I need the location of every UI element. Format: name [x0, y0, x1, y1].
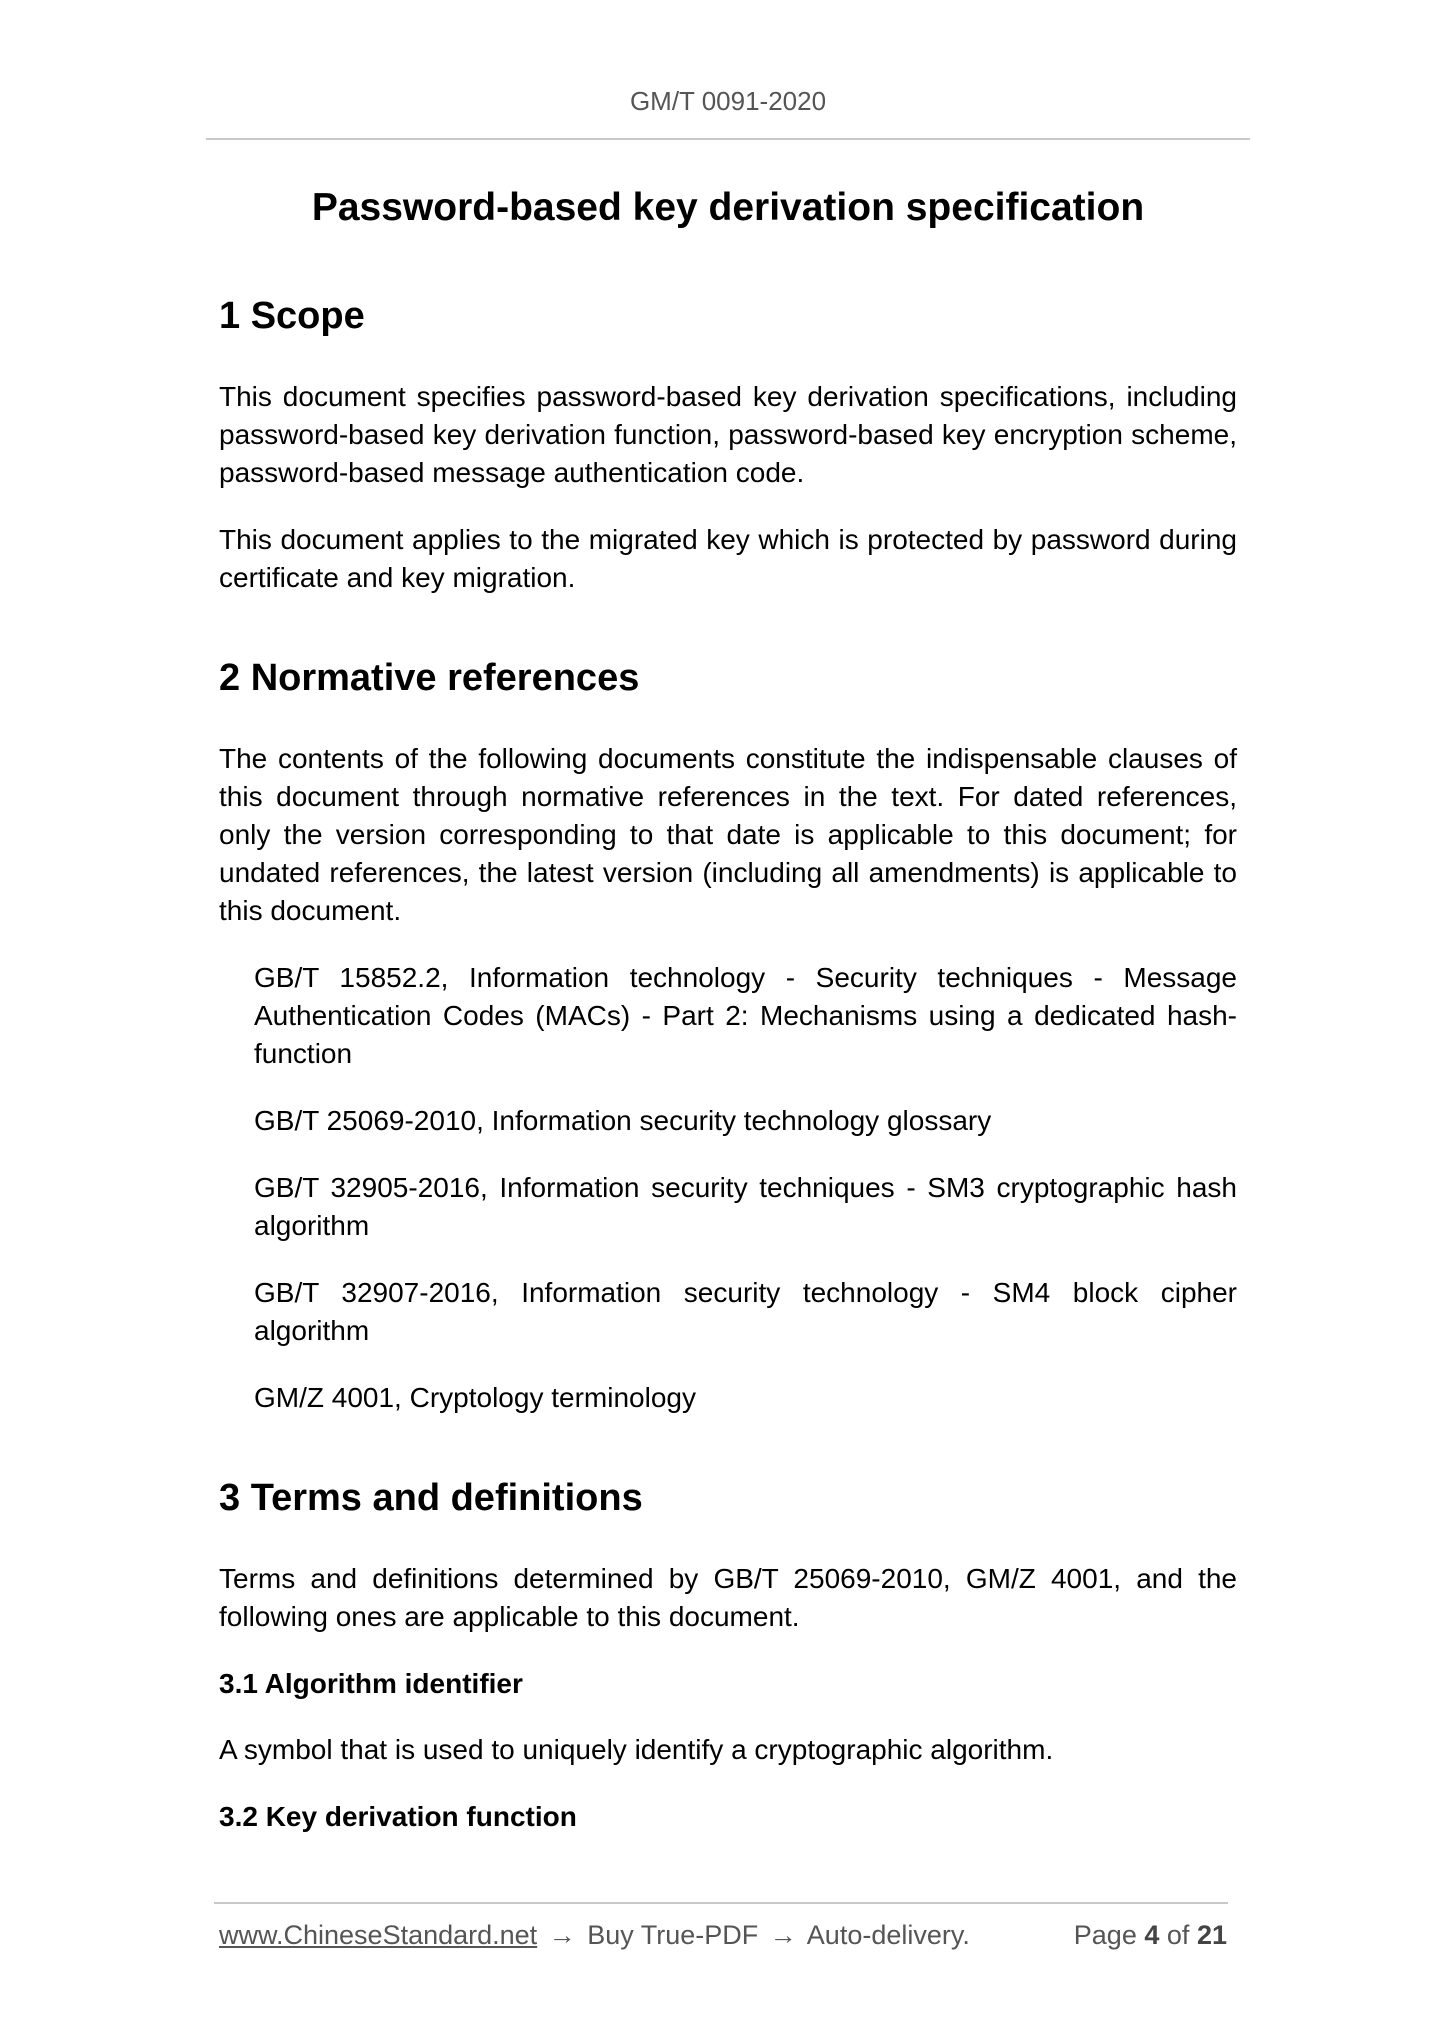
- total-pages: 21: [1196, 1920, 1227, 1950]
- reference-item: GB/T 32907-2016, Information security technology - SM4 block cipher algorithm: [254, 1277, 1237, 1346]
- reference-item: GB/T 25069-2010, Information security technology glossary: [254, 1105, 992, 1136]
- page-label: Page: [1073, 1920, 1137, 1950]
- normative-intro-paragraph: The contents of the following documents constitute the indispensable clauses of this document through normative references in the text. For dated references, only the version corresponding to that date is applicable to this document; for undated references, the latest version (including all amendments) is applicable to this document.: [219, 743, 1237, 926]
- buy-true-pdf-text: Buy True-PDF: [587, 1920, 759, 1950]
- footer-divider: [214, 1902, 1228, 1904]
- document-title: Password-based key derivation specification: [311, 186, 1145, 229]
- footer-promo: [219, 1920, 970, 1951]
- document-body: [219, 290, 1237, 1864]
- section-heading-scope: 1 Scope: [219, 295, 365, 337]
- page-number: 4: [1144, 1920, 1160, 1950]
- running-header: GM/T 0091-2020: [629, 86, 827, 116]
- reference-item: GB/T 32905-2016, Information security techniques - SM3 cryptographic hash algorithm: [254, 1172, 1237, 1241]
- term-heading-algorithm-identifier: 3.1 Algorithm identifier: [219, 1668, 523, 1699]
- header-divider: [206, 138, 1250, 140]
- website-link[interactable]: www.ChineseStandard.net: [219, 1920, 538, 1950]
- scope-paragraph: This document specifies password-based key derivation specifications, including password-based key derivation function, password-based key encryption scheme, password-based message authentication code.: [219, 381, 1237, 488]
- term-heading-key-derivation-function: 3.2 Key derivation function: [219, 1801, 577, 1832]
- auto-delivery-text: Auto-delivery.: [806, 1920, 970, 1950]
- section-heading-terms-definitions: 3 Terms and definitions: [219, 1477, 643, 1519]
- scope-paragraph: This document applies to the migrated key which is protected by password during certificate and key migration.: [219, 524, 1237, 593]
- term-definition: A symbol that is used to uniquely identify a cryptographic algorithm.: [219, 1734, 1054, 1765]
- arrow-right-icon: →: [769, 1920, 797, 1950]
- reference-item: GB/T 15852.2, Information technology - Security techniques - Message Authentication Codes (MACs) - Part 2: Mechanisms using a dedicated hash-function: [254, 962, 1237, 1069]
- reference-item: GM/Z 4001, Cryptology terminology: [254, 1382, 696, 1413]
- page-indicator: [1074, 1920, 1227, 1951]
- section-heading-normative-references: 2 Normative references: [219, 657, 640, 699]
- arrow-right-icon: →: [548, 1920, 576, 1950]
- terms-intro-paragraph: Terms and definitions determined by GB/T 25069-2010, GM/Z 4001, and the following ones are applicable to this document.: [219, 1563, 1237, 1632]
- of-label: of: [1166, 1920, 1190, 1950]
